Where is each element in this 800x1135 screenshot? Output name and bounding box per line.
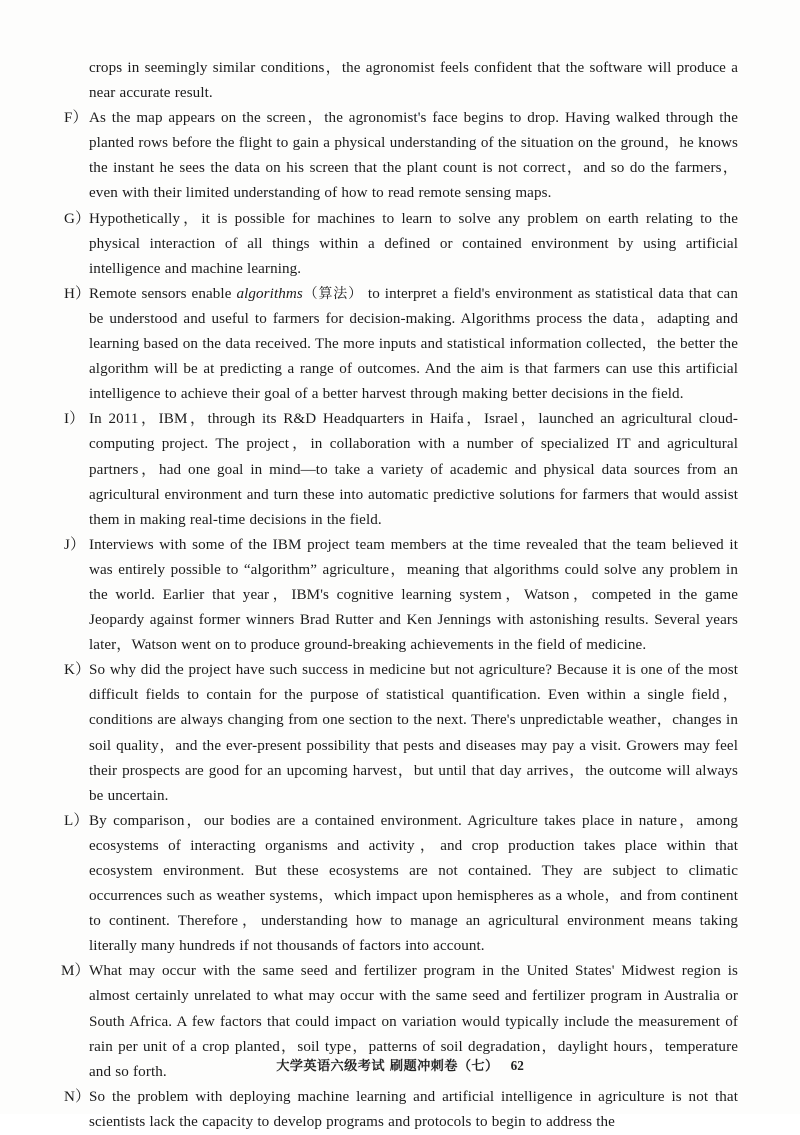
paragraph-text-g: Hypothetically，it is possible for machines to learn to solve any problem on earth relating to the physical interaction of all things within a defined or contained environment by using artificial intelligence and machine learning. xyxy=(89,210,738,277)
paragraph-label-f: F） xyxy=(64,110,88,127)
paragraph-label-n: N） xyxy=(64,1088,91,1105)
paragraph-i xyxy=(64,407,738,532)
paragraph-h xyxy=(64,282,738,407)
paragraph-text-l: By comparison，our bodies are a contained environment. Agriculture takes place in nature，among ecosystems of interacting organisms and activity，and crop production takes place within that ecosystem environment. But these ecosystems are not contained. They are subject to climatic occurrences such as weather systems，which impact upon hemispheres as a whole，and from continent to continent. Therefore，understanding how to manage an agricultural environment means taking literally many hundreds if not thousands of factors into account. xyxy=(89,812,738,955)
paragraph-text-f: As the map appears on the screen，the agronomist's face begins to drop. Having walked through the planted rows before the flight to gain a physical understanding of the situation on the ground，he knows the instant he sees the data on his screen that the plant count is not correct，and so do the farmers，even with their limited understanding of how to read remote sensing maps. xyxy=(89,110,738,202)
paragraph-h-text-before: Remote sensors enable xyxy=(89,285,237,302)
paragraph-h-text-after: to interpret a field's environment as statistical data that can be understood and useful to farmers for decision-making. Algorithms process the data，adapting and learning based on the data received. The more inputs and statistical information collected，the better the algorithm will be at predicting a range of outcomes. And the aim is that farmers can use this artificial intelligence to achieve their goal of a better harvest through making better decisions in the field. xyxy=(89,285,738,403)
page-number: 62 xyxy=(510,1058,524,1073)
paragraph-k xyxy=(64,658,738,809)
text-column xyxy=(61,56,738,1135)
paragraph-j xyxy=(64,533,738,658)
paragraph-text-h xyxy=(89,282,738,407)
paragraph-g xyxy=(64,207,738,282)
page-footer xyxy=(0,1055,800,1074)
paragraph-label-h: H） xyxy=(64,285,91,302)
paragraph-label-i: I） xyxy=(64,411,85,428)
paragraph-label-j: J） xyxy=(64,536,86,553)
paragraph-text-m: What may occur with the same seed and fertilizer program in the United States' Midwest region is almost certainly unrelated to what may occur with the same seed and fertilizer program in Australia or South Africa. A few factors that could impact on variation would typically include the measurement of rain per unit of a crop planted，soil type，patterns of soil degradation，daylight hours，temperature and so forth. xyxy=(89,963,738,1080)
lead-paragraph-text: crops in seemingly similar conditions，the agronomist feels confident that the software will produce a near accurate result. xyxy=(89,60,738,102)
paragraph-label-l: L） xyxy=(64,812,89,829)
paragraph-text-j: Interviews with some of the IBM project team members at the time revealed that the team believed it was entirely possible to “algorithm” agriculture，meaning that algorithms could solve any problem in the world. Earlier that year，IBM's cognitive learning system，Watson，competed in the game Jeopardy against former winners Brad Rutter and Ken Jennings with astonishing results. Several years later，Watson went on to produce ground-breaking achievements in the field of medicine. xyxy=(89,536,738,654)
cjk-gloss-suanfa: （算法） xyxy=(302,285,363,302)
italic-term-algorithms: algorithms xyxy=(236,285,303,302)
paragraph-text-k: So why did the project have such success in medicine but not agriculture? Because it is one of the most difficult fields to contain for the purpose of statistical quantification. Even within a single field，conditions are always changing from one section to the next. There's unpredictable weather，changes in soil quality，and the ever-present possibility that pests and diseases may pay a visit. Growers may feel their prospects are good for an upcoming harvest，but until that day arrives，the outcome will always be uncertain. xyxy=(89,662,738,804)
footer-title: 大学英语六级考试 刷题冲刺卷（七） xyxy=(276,1059,499,1074)
paragraph-n xyxy=(64,1085,738,1135)
paragraph-label-m: M） xyxy=(61,963,90,980)
paragraph-f xyxy=(64,106,738,206)
paragraph-l xyxy=(64,809,738,960)
paragraph-text-n: So the problem with deploying machine learning and artificial intelligence in agriculture is not that scientists lack the capacity to develop programs and protocols to begin to address the xyxy=(89,1088,738,1130)
lead-paragraph xyxy=(64,56,738,106)
paragraph-label-g: G） xyxy=(64,210,91,227)
paragraph-text-i: In 2011，IBM，through its R&D Headquarters in Haifa，Israel，launched an agricultural cloud-computing project. The project，in collaboration with a number of specialized IT and agricultural partners，had one goal in mind—to take a variety of academic and physical data sources from an agricultural environment and turn these into automatic predictive solutions for farmers that would assist them in making real-time decisions in the field. xyxy=(89,411,738,528)
paragraph-label-k: K） xyxy=(64,662,91,679)
